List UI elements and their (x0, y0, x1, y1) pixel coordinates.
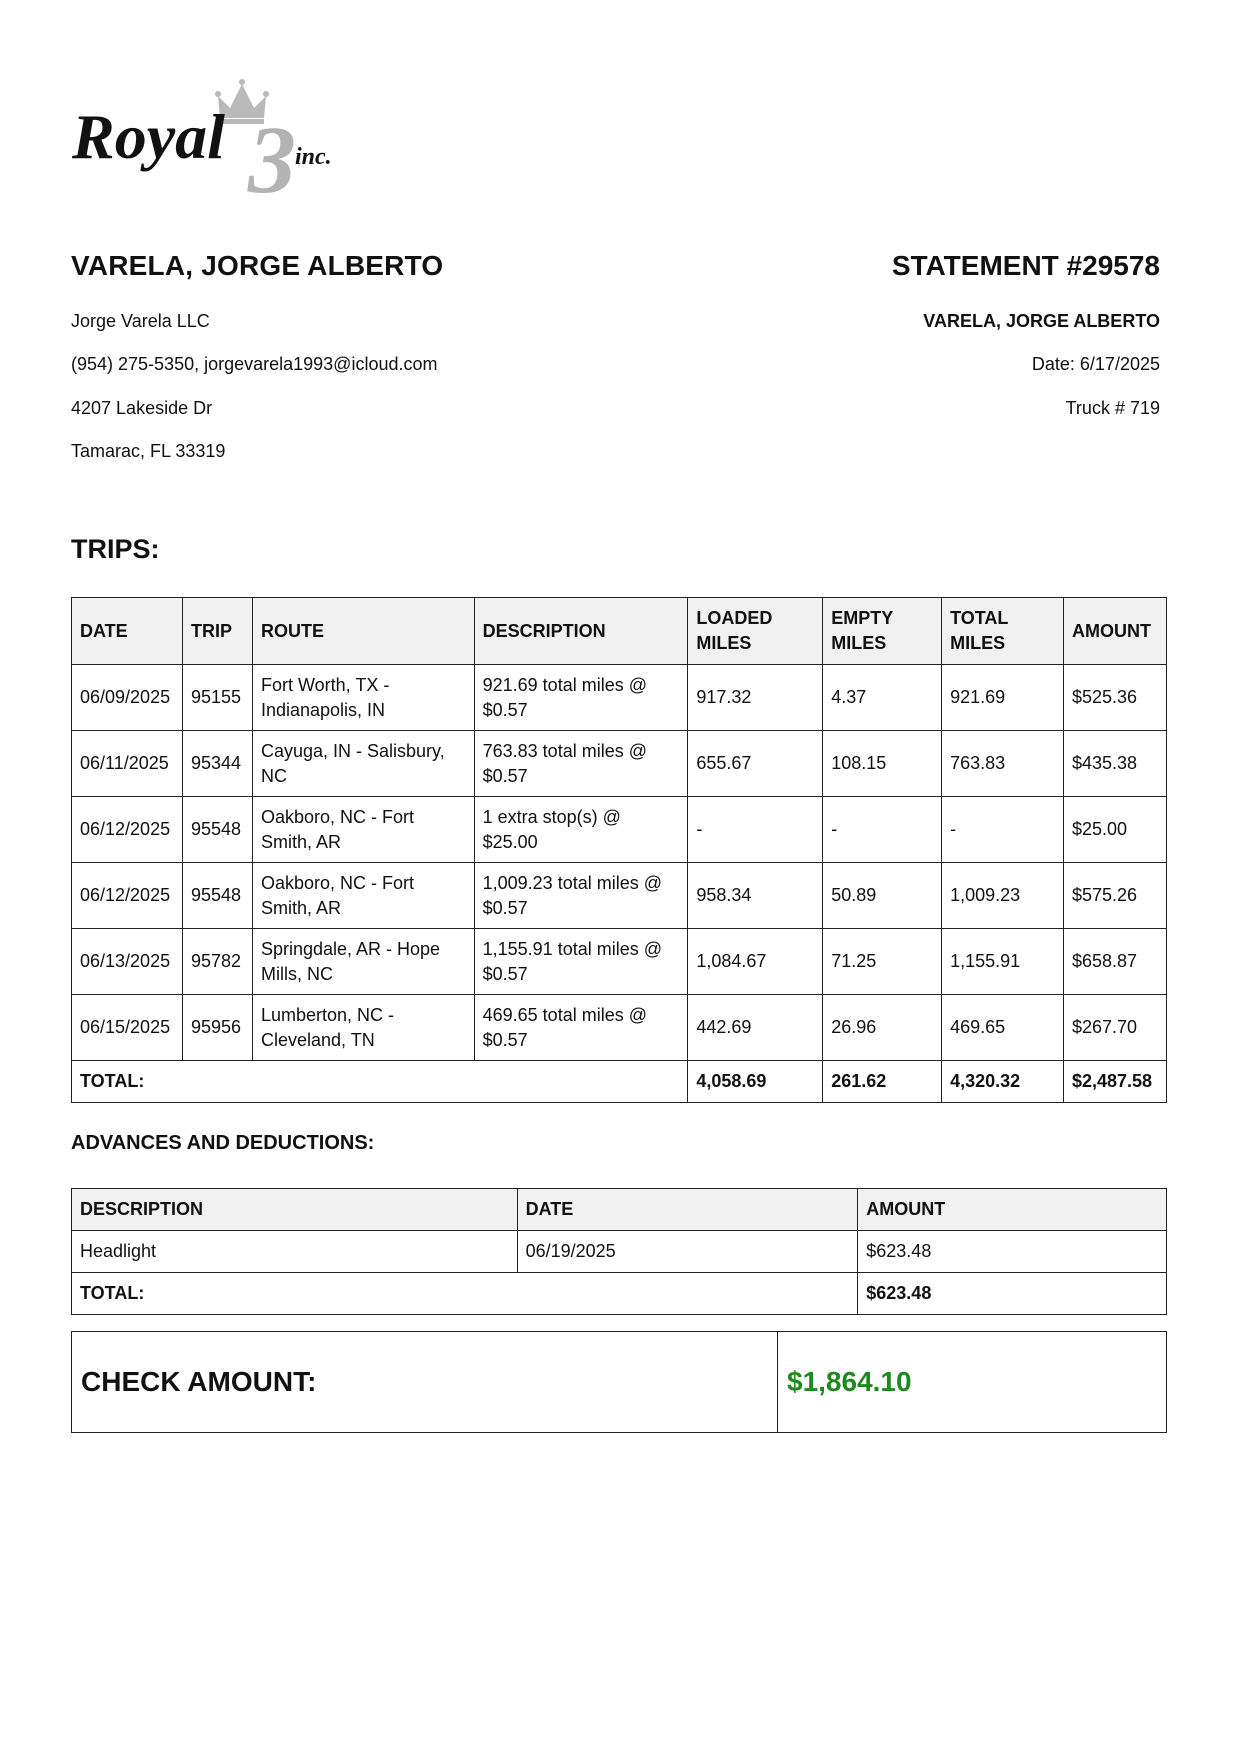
cell-empty-miles: - (823, 797, 942, 863)
col-total-miles: TOTAL MILES (942, 598, 1064, 665)
cell-description: 1 extra stop(s) @ $25.00 (474, 797, 688, 863)
cell-empty-miles: 26.96 (823, 995, 942, 1061)
cell-route: Oakboro, NC - Fort Smith, AR (252, 797, 474, 863)
col-trip: TRIP (182, 598, 252, 665)
cell-empty-miles: 4.37 (823, 665, 942, 731)
trips-heading: TRIPS: (71, 534, 160, 564)
statement-date: Date: 6/17/2025 (1031, 354, 1160, 374)
svg-text:inc.: inc. (295, 144, 332, 170)
table-row (72, 731, 1167, 797)
col-loaded-miles: LOADED MILES (688, 598, 823, 665)
cell-amount: $575.26 (1063, 863, 1166, 929)
table-row (72, 1231, 1167, 1273)
cell-description: 1,155.91 total miles @ $0.57 (474, 929, 688, 995)
cell-amount: $435.38 (1063, 731, 1166, 797)
cell-description: Headlight (72, 1231, 518, 1273)
cell-loaded-miles: 958.34 (688, 863, 823, 929)
deductions-total-amount: $623.48 (858, 1273, 1167, 1315)
svg-text:3: 3 (248, 106, 296, 200)
trips-total-label: TOTAL: (72, 1061, 688, 1103)
cell-amount: $623.48 (858, 1231, 1167, 1273)
cell-total-miles: 469.65 (942, 995, 1064, 1061)
cell-date: 06/13/2025 (72, 929, 183, 995)
col-date: DATE (517, 1189, 858, 1231)
cell-description: 921.69 total miles @ $0.57 (474, 665, 688, 731)
cell-route: Cayuga, IN - Salisbury, NC (252, 731, 474, 797)
statement-number: STATEMENT #29578 (891, 250, 1160, 281)
check-amount-box (71, 1331, 1167, 1433)
cell-trip: 95155 (182, 665, 252, 731)
cell-date: 06/11/2025 (72, 731, 183, 797)
table-row (72, 929, 1167, 995)
cell-date: 06/09/2025 (72, 665, 183, 731)
deductions-header-row (72, 1189, 1167, 1231)
driver-company: Jorge Varela LLC (71, 311, 210, 331)
cell-date: 06/15/2025 (72, 995, 183, 1061)
col-description: DESCRIPTION (474, 598, 688, 665)
cell-route: Lumberton, NC - Cleveland, TN (252, 995, 474, 1061)
table-row (72, 797, 1167, 863)
trips-total-row (72, 1061, 1167, 1103)
cell-amount: $525.36 (1063, 665, 1166, 731)
check-amount-value: $1,864.10 (787, 1366, 912, 1397)
cell-route: Springdale, AR - Hope Mills, NC (252, 929, 474, 995)
col-empty-miles: EMPTY MILES (823, 598, 942, 665)
cell-trip: 95782 (182, 929, 252, 995)
col-amount: AMOUNT (858, 1189, 1167, 1231)
trips-header-row (72, 598, 1167, 665)
cell-empty-miles: 108.15 (823, 731, 942, 797)
cell-route: Fort Worth, TX - Indianapolis, IN (252, 665, 474, 731)
driver-address-line2: Tamarac, FL 33319 (71, 441, 226, 461)
trips-total-amount: $2,487.58 (1063, 1061, 1166, 1103)
cell-loaded-miles: 655.67 (688, 731, 823, 797)
cell-trip: 95956 (182, 995, 252, 1061)
cell-trip: 95548 (182, 863, 252, 929)
cell-date: 06/12/2025 (72, 797, 183, 863)
truck-number: Truck # 719 (1065, 398, 1160, 418)
trips-total-empty-miles: 261.62 (823, 1061, 942, 1103)
cell-total-miles: - (942, 797, 1064, 863)
cell-trip: 95548 (182, 797, 252, 863)
cell-date: 06/19/2025 (517, 1231, 858, 1273)
cell-total-miles: 1,009.23 (942, 863, 1064, 929)
trips-table (71, 597, 1167, 1103)
cell-loaded-miles: 1,084.67 (688, 929, 823, 995)
col-description: DESCRIPTION (72, 1189, 518, 1231)
cell-description: 1,009.23 total miles @ $0.57 (474, 863, 688, 929)
table-row (72, 995, 1167, 1061)
statement-driver-name: VARELA, JORGE ALBERTO (923, 311, 1160, 331)
col-amount: AMOUNT (1063, 598, 1166, 665)
cell-trip: 95344 (182, 731, 252, 797)
cell-total-miles: 763.83 (942, 731, 1064, 797)
cell-total-miles: 921.69 (942, 665, 1064, 731)
table-row (72, 863, 1167, 929)
cell-amount: $658.87 (1063, 929, 1166, 995)
driver-contact: (954) 275-5350, jorgevarela1993@icloud.com (71, 354, 438, 374)
cell-loaded-miles: 917.32 (688, 665, 823, 731)
svg-text:Royal: Royal (72, 101, 225, 172)
col-route: ROUTE (252, 598, 474, 665)
driver-name: VARELA, JORGE ALBERTO (71, 250, 444, 281)
cell-empty-miles: 71.25 (823, 929, 942, 995)
deductions-total-label: TOTAL: (72, 1273, 858, 1315)
cell-loaded-miles: - (688, 797, 823, 863)
cell-date: 06/12/2025 (72, 863, 183, 929)
cell-description: 763.83 total miles @ $0.57 (474, 731, 688, 797)
cell-total-miles: 1,155.91 (942, 929, 1064, 995)
deductions-heading: ADVANCES AND DEDUCTIONS: (71, 1132, 375, 1154)
check-amount-label: CHECK AMOUNT: (72, 1332, 778, 1432)
cell-amount: $25.00 (1063, 797, 1166, 863)
cell-route: Oakboro, NC - Fort Smith, AR (252, 863, 474, 929)
trips-total-miles: 4,320.32 (942, 1061, 1064, 1103)
table-row (72, 665, 1167, 731)
driver-address-line1: 4207 Lakeside Dr (71, 398, 213, 418)
cell-empty-miles: 50.89 (823, 863, 942, 929)
trips-total-loaded-miles: 4,058.69 (688, 1061, 823, 1103)
deductions-table (71, 1188, 1167, 1315)
col-date: DATE (72, 598, 183, 665)
deductions-total-row (72, 1273, 1167, 1315)
cell-description: 469.65 total miles @ $0.57 (474, 995, 688, 1061)
royal-3-inc-logo (70, 70, 390, 200)
cell-amount: $267.70 (1063, 995, 1166, 1061)
cell-loaded-miles: 442.69 (688, 995, 823, 1061)
